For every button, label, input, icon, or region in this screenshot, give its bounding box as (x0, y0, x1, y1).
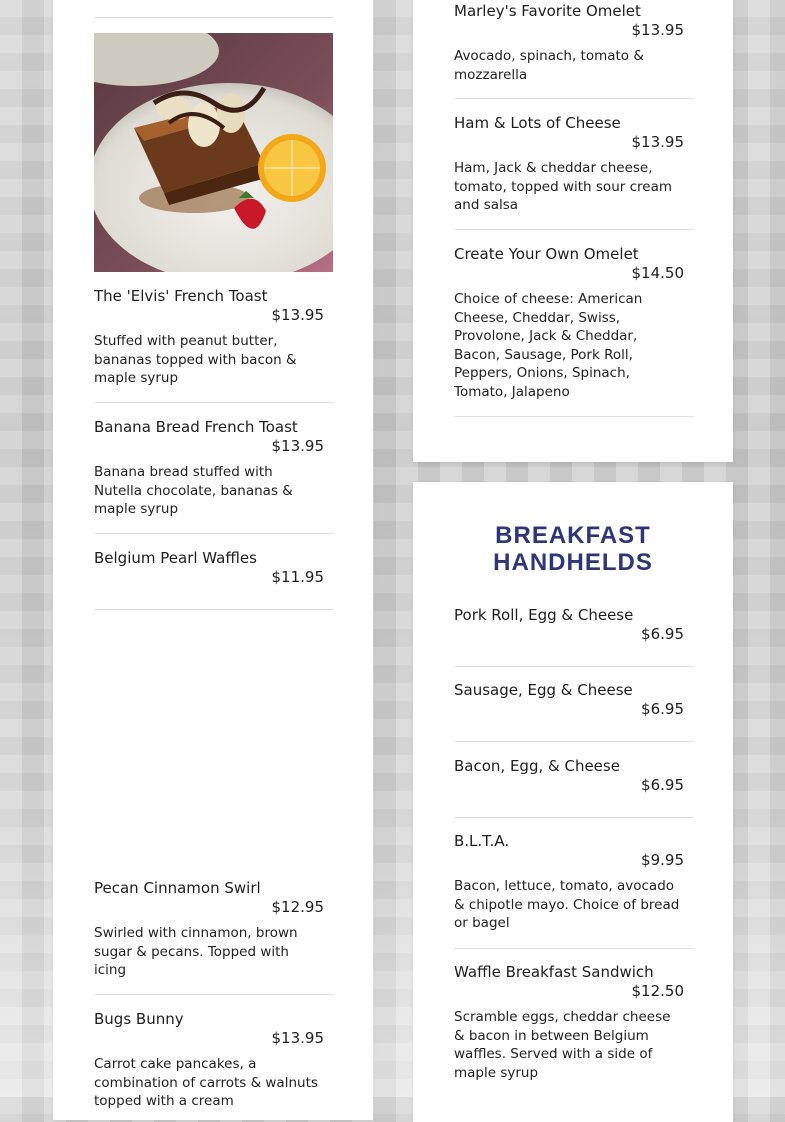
section-title (413, 522, 733, 576)
item-price: $14.50 (631, 264, 684, 282)
item-price: $12.50 (631, 982, 684, 1000)
divider (454, 666, 694, 667)
item-description: Banana bread stuffed with Nutella chocolate, bananas & maple syrup (94, 464, 293, 518)
divider (454, 948, 694, 949)
divider (454, 416, 694, 417)
item-name: Ham & Lots of Cheese (454, 114, 621, 132)
item-price: $12.95 (271, 898, 324, 916)
item-price: $13.95 (271, 437, 324, 455)
menu-item (94, 418, 324, 519)
item-price: $13.95 (271, 306, 324, 324)
menu-item (94, 287, 324, 388)
item-name: The 'Elvis' French Toast (94, 287, 268, 305)
item-price: $11.95 (271, 568, 324, 586)
item-name: Pecan Cinnamon Swirl (94, 879, 261, 897)
item-name: B.L.T.A. (454, 832, 510, 850)
item-description: Carrot cake pancakes, a combination of carrots & walnuts topped with a cream (94, 1056, 318, 1110)
divider (94, 994, 334, 995)
item-description: Scramble eggs, cheddar cheese & bacon in between Belgium waffles. Served with a side of maple syrup (454, 1009, 671, 1081)
item-description: Stuffed with peanut butter, bananas topped with bacon & maple syrup (94, 333, 297, 387)
section-title-line1: BREAKFAST (495, 522, 651, 549)
menu-item (454, 2, 684, 84)
item-name: Sausage, Egg & Cheese (454, 681, 633, 699)
french-toast-photo (94, 33, 333, 272)
menu-item (94, 1010, 324, 1111)
item-price: $13.95 (631, 133, 684, 151)
item-description: Bacon, lettuce, tomato, avocado & chipotle mayo. Choice of bread or bagel (454, 878, 680, 932)
divider (94, 533, 334, 534)
menu-item (454, 681, 684, 719)
item-description: Swirled with cinnamon, brown sugar & pecans. Topped with icing (94, 925, 298, 979)
item-name: Waffle Breakfast Sandwich (454, 963, 654, 981)
item-name: Bugs Bunny (94, 1010, 184, 1028)
item-name: Create Your Own Omelet (454, 245, 639, 263)
item-price: $13.95 (271, 1029, 324, 1047)
item-name: Bacon, Egg, & Cheese (454, 757, 620, 775)
item-name: Belgium Pearl Waffles (94, 549, 257, 567)
item-name: Pork Roll, Egg & Cheese (454, 606, 634, 624)
divider (454, 817, 694, 818)
item-name: Banana Bread French Toast (94, 418, 298, 436)
item-description: Choice of cheese: American Cheese, Cheddar, Swiss, Provolone, Jack & Cheddar, Bacon, Sausage, Pork Roll, Peppers, Onions, Spinach, Tomato, Jalapeno (454, 291, 643, 400)
item-price: $6.95 (641, 625, 684, 643)
menu-item (454, 245, 684, 402)
divider (94, 402, 334, 403)
menu-item (94, 549, 324, 587)
menu-section-breakfast-handhelds (413, 482, 733, 1122)
menu-column-left (53, 0, 373, 1120)
section-title-line2: HANDHELDS (493, 549, 653, 576)
menu-item (454, 832, 684, 933)
menu-item (454, 963, 684, 1082)
divider (94, 609, 334, 610)
menu-column-right-top (413, 0, 733, 462)
menu-item (454, 606, 684, 644)
item-price: $9.95 (641, 851, 684, 869)
item-price: $13.95 (631, 21, 684, 39)
menu-item (454, 757, 684, 795)
divider (94, 17, 334, 18)
item-name: Marley's Favorite Omelet (454, 2, 641, 20)
divider (454, 741, 694, 742)
divider (454, 98, 694, 99)
item-price: $6.95 (641, 700, 684, 718)
menu-item (94, 879, 324, 980)
item-description: Avocado, spinach, tomato & mozzarella (454, 48, 644, 83)
menu-item (454, 114, 684, 215)
divider (454, 229, 694, 230)
item-description: Ham, Jack & cheddar cheese, tomato, topped with sour cream and salsa (454, 160, 672, 214)
item-price: $6.95 (641, 776, 684, 794)
